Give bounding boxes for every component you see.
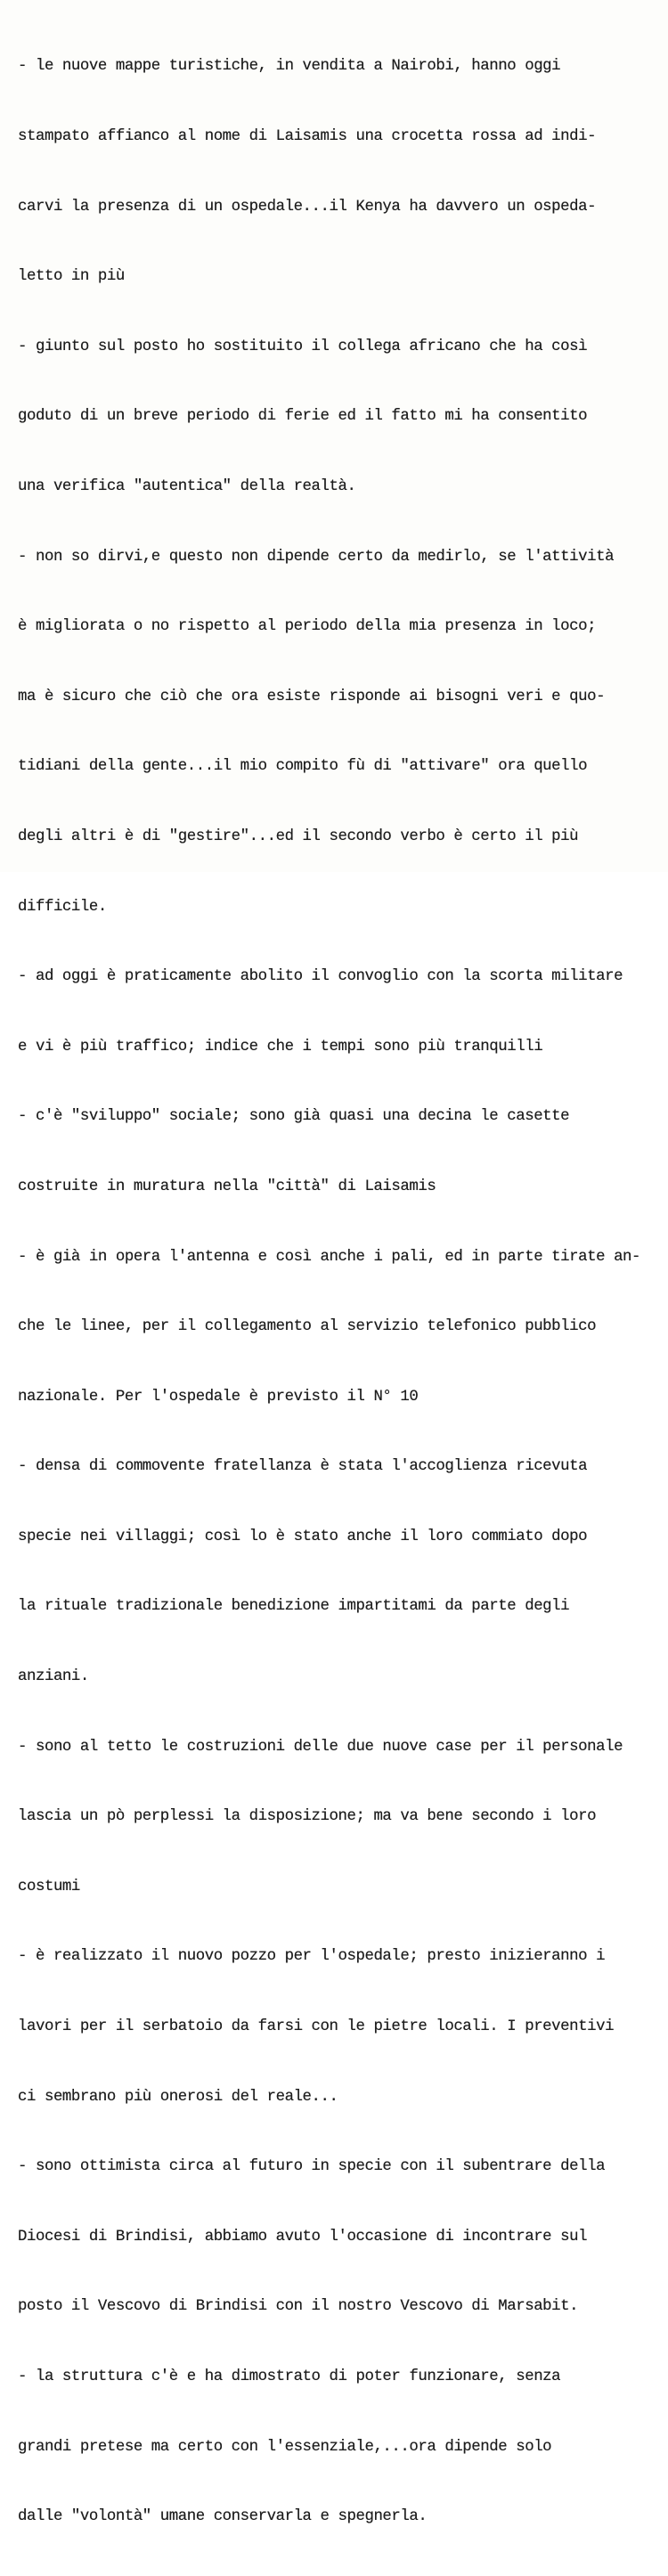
text-line: - giunto sul posto ho sostituito il collega africano che ha così: [18, 338, 588, 355]
text-line: Diocesi di Brindisi, abbiamo avuto l'occasione di incontrare sul: [18, 2228, 588, 2246]
text-line: posto il Vescovo di Brindisi con il nostro Vescovo di Marsabit.: [18, 2298, 579, 2316]
text-line: grandi pretese ma certo con l'essenziale,...ora dipende solo: [18, 2438, 552, 2456]
text-line: - densa di commovente fratellanza è stata l'accoglienza ricevuta: [18, 1458, 588, 1476]
text-line: costruite in muratura nella "città" di Laisamis: [18, 1178, 436, 1195]
text-line: goduto di un breve periodo di ferie ed il fatto mi ha consentito: [18, 408, 588, 426]
text-line: anziani.: [18, 1668, 89, 1686]
text-line: - è realizzato il nuovo pozzo per l'ospedale; presto inizieranno i: [18, 1948, 606, 1966]
text-line: la rituale tradizionale benedizione impartitami da parte degli: [18, 1598, 570, 1616]
text-line: specie nei villaggi; così lo è stato anche il loro commiato dopo: [18, 1528, 588, 1545]
text-line: carvi la presenza di un ospedale...il Kenya ha davvero un ospeda-: [18, 198, 597, 216]
text-line: una verifica "autentica" della realtà.: [18, 477, 356, 495]
text-line: ci sembrano più onerosi del reale...: [18, 2088, 338, 2106]
text-line: - le nuove mappe turistiche, in vendita a Nairobi, hanno oggi: [18, 58, 561, 76]
text-line: difficile.: [18, 898, 107, 916]
text-line: dalle "volontà" umane conservarla e spegnerla.: [18, 2508, 428, 2526]
text-line: - c'è "sviluppo" sociale; sono già quasi una decina le casette: [18, 1108, 570, 1126]
text-line: che le linee, per il collegamento al servizio telefonico pubblico: [18, 1318, 597, 1336]
typewritten-text-body: [18, 9, 668, 2576]
text-line: tidiani della gente...il mio compito fù di "attivare" ora quello: [18, 758, 588, 776]
text-line: - la struttura c'è e ha dimostrato di poter funzionare, senza: [18, 2368, 561, 2385]
text-line: lascia un pò perplessi la disposizione; ma va bene secondo i loro: [18, 1808, 597, 1826]
text-line: lavori per il serbatoio da farsi con le pietre locali. I preventivi: [18, 2018, 615, 2036]
text-line: - è già in opera l'antenna e così anche i pali, ed in parte tirate an-: [18, 1248, 641, 1266]
text-line: letto in più: [18, 268, 125, 286]
text-line: - non so dirvi,e questo non dipende certo da medirlo, se l'attività: [18, 548, 615, 566]
text-line: ma è sicuro che ciò che ora esiste risponde ai bisogni veri e quo-: [18, 688, 606, 705]
text-line: stampato affianco al nome di Laisamis una crocetta rossa ad indi-: [18, 128, 597, 145]
text-line: e vi è più traffico; indice che i tempi sono più tranquilli: [18, 1038, 543, 1056]
text-line: nazionale. Per l'ospedale è previsto il N° 10: [18, 1388, 419, 1406]
text-line: - ad oggi è praticamente abolito il convoglio con la scorta militare: [18, 968, 623, 986]
text-line: - sono ottimista circa al futuro in specie con il subentrare della: [18, 2158, 606, 2176]
text-line: - sono al tetto le costruzioni delle due nuove case per il personale: [18, 1738, 623, 1756]
text-line: degli altri è di "gestire"...ed il secondo verbo è certo il più: [18, 827, 579, 845]
text-line: è migliorata o no rispetto al periodo della mia presenza in loco;: [18, 618, 597, 636]
text-line: costumi: [18, 1878, 80, 1895]
